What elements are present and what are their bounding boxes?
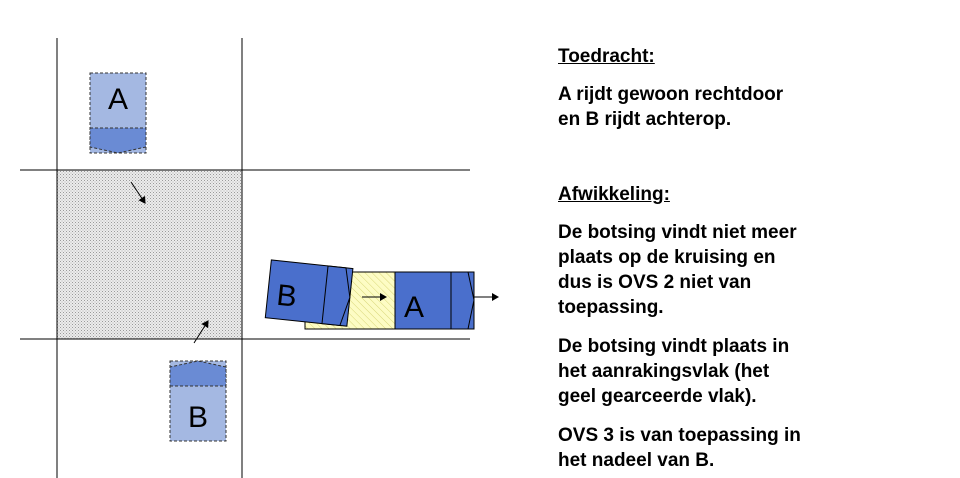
toedracht-text — [558, 82, 948, 132]
text-line: het nadeel van B. — [558, 450, 715, 471]
text-line: De botsing vindt niet meer — [558, 222, 797, 243]
collision-car-b — [265, 260, 353, 326]
explanation-panel — [558, 44, 948, 473]
text-line: dus is OVS 2 niet van — [558, 272, 752, 293]
toedracht-heading: Toedracht: — [558, 46, 655, 67]
text-line: OVS 3 is van toepassing in — [558, 425, 801, 446]
car-a-label: A — [107, 83, 129, 116]
text-line: geel gearceerde vlak). — [558, 386, 757, 407]
text-line: plaats op de kruising en — [558, 247, 776, 268]
collision-car-a — [395, 272, 474, 329]
text-line: het aanrakingsvlak (het — [558, 361, 770, 382]
text-line: De botsing vindt plaats in — [558, 336, 790, 357]
text-line: en B rijdt achterop. — [558, 109, 732, 130]
afwikkeling-paragraph-2 — [558, 334, 948, 409]
collision-car-a-label: A — [403, 291, 425, 324]
car-b — [170, 361, 226, 441]
collision-car-b-label: B — [274, 278, 299, 314]
car-a — [90, 73, 146, 153]
intersection-area — [57, 170, 242, 339]
afwikkeling-heading: Afwikkeling: — [558, 184, 670, 205]
text-line: toepassing. — [558, 297, 664, 318]
car-b-label: B — [187, 401, 209, 434]
afwikkeling-paragraph-1 — [558, 220, 948, 320]
afwikkeling-paragraph-3 — [558, 423, 948, 473]
text-line: A rijdt gewoon rechtdoor — [558, 84, 784, 105]
